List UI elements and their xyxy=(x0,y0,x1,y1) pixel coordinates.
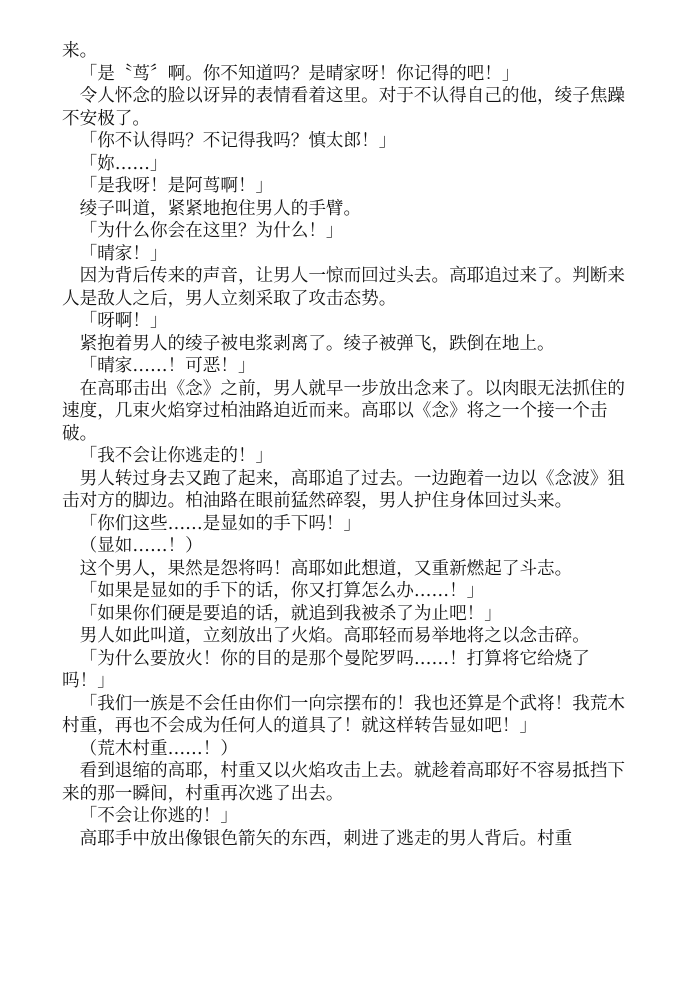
paragraph: 令人怀念的脸以讶异的表情看着这里。对于不认得自己的他，绫子焦躁不安极了。 xyxy=(62,86,626,129)
paragraph: 来。 xyxy=(62,41,98,61)
paragraph: 「呀啊！」 xyxy=(79,311,168,331)
paragraph: 「我不会让你逃走的！」 xyxy=(79,446,274,466)
paragraph: 「晴家！」 xyxy=(79,243,168,264)
paragraph: 「不会让你逃的！」 xyxy=(79,806,238,826)
paragraph: 「如果是显如的手下的话，你又打算怎么办……！」 xyxy=(79,581,485,601)
paragraph: 看到退缩的高耶，村重又以火焰攻击上去。就趁着高耶好不容易抵挡下来的那一瞬间，村重再次逃了出去。 xyxy=(62,761,626,804)
paragraph: 「晴家……！可恶！」 xyxy=(79,356,256,376)
paragraph: 因为背后传来的声音，让男人一惊而回过头去。高耶追过来了。判断来人是敌人之后，男人立刻采取了攻击态势。 xyxy=(62,266,626,309)
paragraph: 「如果你们硬是要追的话，就追到我被杀了为止吧！」 xyxy=(79,603,502,624)
paragraph: 男人转过身去又跑了起来，高耶追了过去。一边跑着一边以《念波》狙击对方的脚边。柏油路在眼前猛然碎裂，男人护住身体回过头来。 xyxy=(62,468,626,511)
paragraph: 「我们一族是不会任由你们一向宗摆布的！我也还算是个武将！我荒木村重，再也不会成为任何人的道具了！就这样转告显如吧！」 xyxy=(62,693,626,736)
paragraph: （荒木村重……！） xyxy=(79,738,238,759)
paragraph: 这个男人，果然是怨将吗！高耶如此想道，又重新燃起了斗志。 xyxy=(79,558,573,579)
paragraph: 在高耶击出《念》之前，男人就早一步放出念来了。以肉眼无法抓住的速度，几束火焰穿过柏油路迫近而来。高耶以《念》将之一个接一个击破。 xyxy=(62,378,626,444)
paragraph: 绫子叫道，紧紧地抱住男人的手臂。 xyxy=(79,198,362,219)
body-text xyxy=(62,40,628,850)
paragraph: 紧抱着男人的绫子被电浆剥离了。绫子被弹飞，跌倒在地上。 xyxy=(79,333,555,354)
paragraph: 男人如此叫道，立刻放出了火焰。高耶轻而易举地将之以念击碎。 xyxy=(79,626,590,646)
paragraph: 「为什么要放火！你的目的是那个曼陀罗吗……！打算将它给烧了吗！」 xyxy=(62,648,590,691)
paragraph: 「是〝茑〞啊。你不知道吗？是晴家呀！你记得的吧！」 xyxy=(79,63,520,84)
paragraph: 「为什么你会在这里？为什么！」 xyxy=(79,221,344,241)
paragraph: 「是我呀！是阿茑啊！」 xyxy=(79,176,274,196)
paragraph: 「妳……」 xyxy=(79,153,168,174)
paragraph: 高耶手中放出像银色箭矢的东西，刺进了逃走的男人背后。村重 xyxy=(79,828,573,849)
paragraph: 「你不认得吗？不记得我吗？慎太郎！」 xyxy=(79,131,397,151)
paragraph: 「你们这些……是显如的手下吗！」 xyxy=(79,513,362,534)
paragraph: （显如……！） xyxy=(79,536,203,556)
